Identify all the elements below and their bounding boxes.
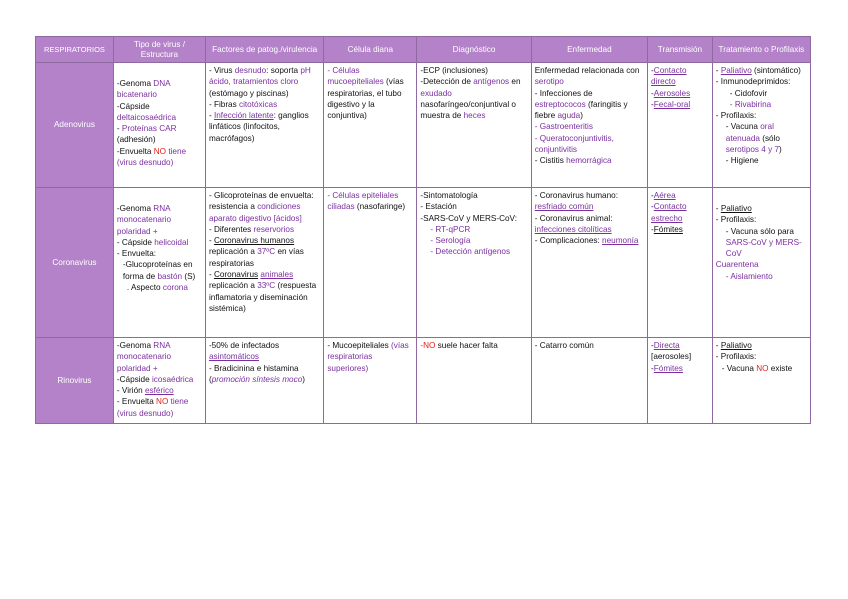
header-transmision: Transmisión (648, 37, 713, 63)
rino-tipo-envuelta: - Envuelta NO tiene (virus desnudo) (116, 397, 189, 418)
rino-trans-cell (648, 338, 713, 424)
rino-factores-asintomaticos: -50% de infectados asintomáticos (208, 341, 280, 362)
row-coronavirus (36, 188, 811, 338)
adeno-tipo-cell (113, 63, 205, 188)
corona-trat-cell (712, 188, 810, 338)
adeno-trans-fecal: -Fecal-oral (651, 99, 691, 109)
adeno-celula-text: - Células mucoepiteliales (vías respiratorias, el tubo digestivo y la conjuntiva) (327, 66, 404, 121)
corona-trans-fomites: -Fómites (651, 224, 683, 234)
corona-diag-antigenos: - Detección antígenos (430, 247, 511, 257)
virus-table (35, 36, 811, 424)
corona-tipo-glucoproteinas: -Glucoproteínas en forma de bastón (S) (122, 260, 196, 281)
rino-tipo-genoma: -Genoma RNA monocatenario polaridad + (116, 341, 172, 373)
header-enfermedad: Enfermedad (531, 37, 647, 63)
header-respiratorios: RESPIRATORIOS (36, 37, 114, 63)
corona-trat-vacuna: - Vacuna sólo para SARS-CoV y MERS-CoV (725, 226, 802, 259)
corona-enf-cell (531, 188, 647, 338)
adeno-diag-cell (417, 63, 531, 188)
corona-celula-text: - Células epiteliales ciliadas (nasofaringe) (327, 191, 406, 212)
corona-diag-rtqpcr: - RT-qPCR (430, 224, 471, 234)
corona-trat-aislamiento: - Aislamiento (725, 271, 773, 281)
corona-tipo-envuelta: - Envuelta: (116, 249, 157, 259)
corona-trat-cuarentena: Cuarentena (715, 260, 759, 270)
corona-diag-estacion: - Estación (420, 202, 457, 212)
rino-trat-vacuna: - Vacuna NO existe (721, 363, 793, 373)
adeno-trat-cell (712, 63, 810, 188)
adeno-tipo-proteinas: - Proteínas CAR (adhesión) (116, 124, 177, 145)
corona-trat-paliativo: - Paliativo (715, 204, 752, 213)
corona-enf-animal: - Coronavirus animal: infecciones citolíticas (534, 213, 613, 234)
header-celula-diana: Célula diana (324, 37, 417, 63)
adeno-enf-querato: - Queratoconjuntivitis, conjuntivitis (534, 133, 614, 155)
corona-trat-profilaxis: - Profilaxis: (715, 215, 757, 225)
adeno-enf-estreptococos: - Infecciones de estreptococos (faringitis y fiebre aguda) (534, 88, 628, 121)
corona-factores-animales: - Coronavirus animales replicación a 33ºC (respuesta inflamatoria y diseminación sistémica) (208, 270, 317, 313)
adeno-tipo-genoma: -Genoma DNA bicatenario (116, 79, 171, 100)
row-label-adenovirus: Adenovirus (36, 63, 114, 188)
corona-celula-cell (324, 188, 417, 338)
adeno-trat-cidofovir: - Cidofovir (729, 88, 768, 98)
adeno-factores-cell (205, 63, 323, 188)
adeno-factores-latente: - Infección latente: ganglios linfáticos (linfocitos, macrófagos) (208, 111, 309, 143)
corona-diag-sintomatologia: -Sintomatología (420, 191, 478, 200)
adeno-enf-serotipo: Enfermedad relacionada con serotipo (534, 66, 640, 87)
rino-diag-cell (417, 338, 531, 424)
corona-diag-cell (417, 188, 531, 338)
header-factores: Factores de patog./virulencia (205, 37, 323, 63)
adeno-trans-contacto: -Contacto directo (651, 66, 687, 87)
adeno-trat-inmuno: - Inmunodeprimidos: (715, 77, 791, 87)
rino-trat-paliativo: - Paliativo (715, 341, 752, 350)
header-tipo-virus: Tipo de virus / Estructura (113, 37, 205, 63)
adeno-diag-ecp: -ECP (inclusiones) (420, 66, 489, 75)
adeno-trat-rivabirina: - Rivabirina (729, 99, 772, 109)
corona-tipo-aspecto: . Aspecto corona (126, 283, 188, 293)
rino-factores-bradicinina: - Bradicinina e histamina (promoción síntesis moco) (208, 363, 305, 384)
corona-diag-sars: -SARS-CoV y MERS-CoV: (420, 213, 517, 223)
corona-tipo-capside: - Cápside helicoidal (116, 237, 189, 247)
corona-factores-humanos: - Coronavirus humanos replicación a 37ºC en vías respiratorias (208, 236, 304, 268)
rino-enf-catarro: - Catarro común (534, 341, 594, 350)
corona-tipo-cell (113, 188, 205, 338)
rino-diag-text: -NO suele hacer falta (420, 341, 498, 350)
corona-factores-glico: - Glicoproteínas de envuelta: resistencia a condiciones aparato digestivo [ácidos] (208, 191, 314, 223)
adeno-trans-aerosoles: -Aerosoles (651, 88, 691, 98)
rino-tipo-virion: - Virión esférico (116, 386, 174, 396)
adeno-enf-gastro: - Gastroenteritis (534, 122, 593, 132)
row-rinovirus (36, 338, 811, 424)
corona-tipo-genoma: -Genoma RNA monocatenario polaridad + (116, 204, 172, 236)
rino-celula-cell (324, 338, 417, 424)
adeno-trat-profilaxis: - Profilaxis: (715, 111, 757, 121)
corona-trans-aerea: -Aérea (651, 191, 676, 200)
adeno-trans-cell (648, 63, 713, 188)
rino-enf-cell (531, 338, 647, 424)
header-diagnostico: Diagnóstico (417, 37, 531, 63)
adeno-factores-fibras: - Fibras citotóxicas (208, 99, 278, 109)
corona-diag-serologia: - Serología (430, 236, 471, 246)
rino-factores-cell (205, 338, 323, 424)
row-label-rinovirus: Rinovirus (36, 338, 114, 424)
row-label-coronavirus: Coronavirus (36, 188, 114, 338)
corona-trans-cell (648, 188, 713, 338)
adeno-tipo-capside: -Cápside deltaicosaédrica (116, 101, 177, 122)
rino-tipo-capside: -Cápside icosaédrica (116, 374, 194, 384)
adeno-trat-vacuna: - Vacuna oral atenuada (sólo serotipos 4 y 7) (725, 122, 782, 155)
adeno-enf-cell (531, 63, 647, 188)
rino-trans-fomites: -Fómites (651, 363, 683, 373)
adeno-tipo-envuelta: -Envuelta NO tiene (virus desnudo) (116, 146, 187, 168)
adeno-celula-cell (324, 63, 417, 188)
corona-factores-cell (205, 188, 323, 338)
adeno-enf-cistitis: - Cistitis hemorrágica (534, 156, 612, 166)
rino-celula-text: - Mucoepiteliales (vías respiratorias superiores) (327, 341, 409, 373)
row-adenovirus (36, 63, 811, 188)
header-row (36, 37, 811, 63)
corona-trans-contacto: -Contacto estrecho (651, 202, 687, 223)
adeno-trat-paliativo: - Paliativo (sintomático) (715, 66, 801, 75)
rino-trat-profilaxis: - Profilaxis: (715, 352, 757, 362)
rino-tipo-cell (113, 338, 205, 424)
adeno-trat-higiene: - Higiene (725, 156, 759, 166)
corona-enf-complicaciones: - Complicaciones: neumonía (534, 236, 639, 246)
adeno-diag-antigenos: -Detección de antígenos en exudado nasofaríngeo/conjuntival o muestra de heces (420, 77, 521, 121)
adeno-factores-desnudo: - Virus desnudo: soporta pH ácido, tratamientos cloro (estómago y piscinas) (208, 66, 311, 98)
corona-factores-reservorios: - Diferentes reservorios (208, 224, 295, 234)
rino-trans-directa: -Directa [aerosoles] (651, 341, 692, 362)
header-tratamiento: Tratamiento o Profilaxis (712, 37, 810, 63)
rino-trat-cell (712, 338, 810, 424)
corona-enf-humano: - Coronavirus humano: resfriado común (534, 191, 618, 212)
